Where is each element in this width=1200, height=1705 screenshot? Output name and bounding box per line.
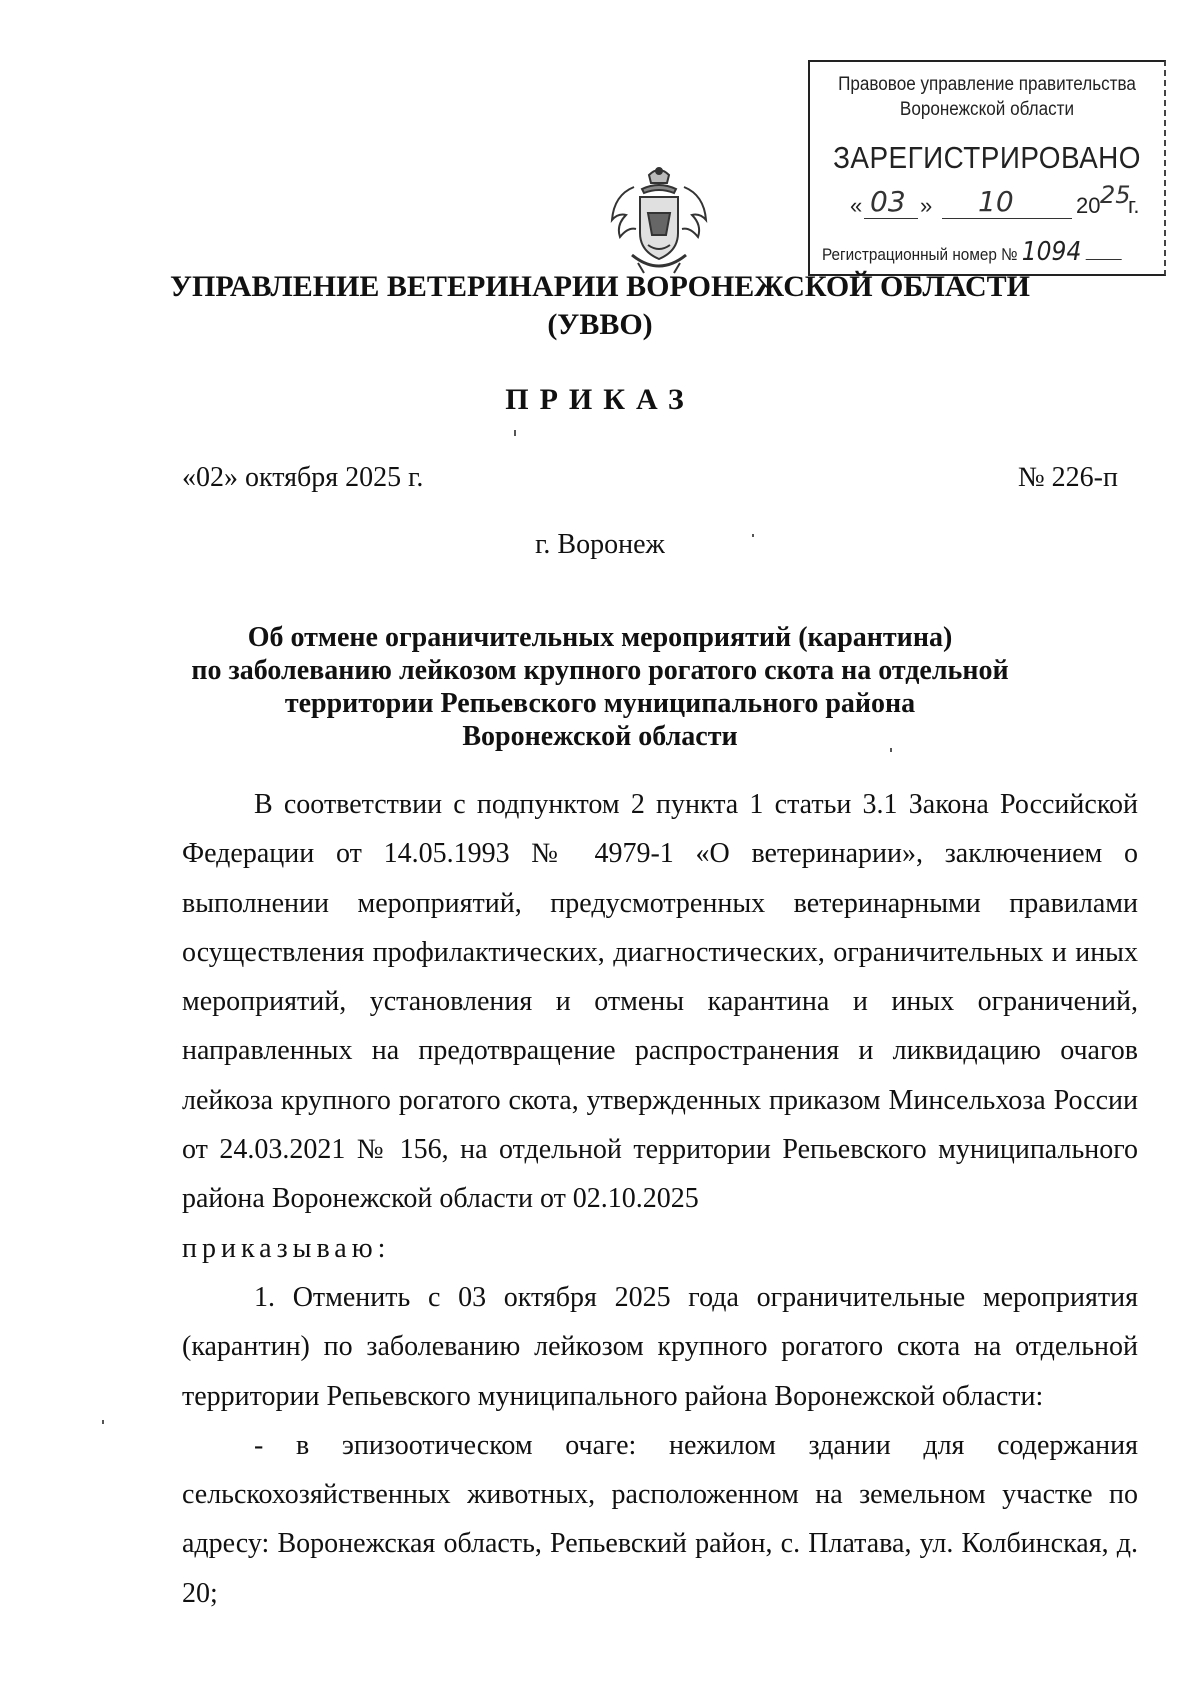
stamp-reg-label: Регистрационный номер № — [822, 245, 1018, 264]
stamp-registered: ЗАРЕГИСТРИРОВАНО — [833, 140, 1141, 175]
document-city: г. Воронеж — [535, 529, 665, 560]
stamp-date-close-quote: » — [920, 193, 933, 218]
document-date: «02» октября 2025 г. — [182, 462, 424, 493]
document-body — [182, 780, 1138, 1618]
stamp-reg-number: 1094 — [1021, 237, 1082, 267]
order-word: приказываю: — [182, 1232, 391, 1264]
stamp-department: Правовое управление правительства Воронежской области — [838, 74, 1136, 120]
org-line-2: (УВВО) — [547, 308, 653, 341]
document-number: № 226-п — [1017, 462, 1118, 493]
bullet-1-paragraph: - в эпизоотическом очаге: нежилом здании для содержания сельскохозяйственных животных, расположенном на земельном участке по адресу: Воронежская область, Репьевский район, с. Платава, ул. Колбинская, д. 20; — [182, 1429, 1138, 1609]
stamp-date-month: 10 — [978, 185, 1014, 218]
stamp-date-year-suffix: 25 — [1100, 181, 1131, 209]
stamp-date-year-prefix: 20 — [1076, 193, 1101, 218]
document-type: ПРИКАЗ — [505, 383, 695, 416]
stamp-date — [850, 181, 1150, 223]
subject-line-4: Воронежской области — [462, 721, 738, 752]
subject-line-3: территории Репьевского муниципального района — [284, 688, 916, 719]
subject-line-2: по заболеванию лейкозом крупного рогатого скота на отдельной — [191, 655, 1009, 686]
preamble-paragraph: В соответствии с подпунктом 2 пункта 1 статьи 3.1 Закона Российской Федерации от 14.05.1993 № 4979-1 «О ветеринарии», заключением о выполнении мероприятий, предусмотренных ветеринарными правилами осуществления профилактических, диагностических, ограничительных и иных мероприятий, установления и отмены карантина и иных ограничений, направленных на предотвращение распространения и ликвидацию очагов лейкоза крупного рогатого скота, утвержденных приказом Минсельхоза России от 24.03.2021 № 156, на отдельной территории Репьевского муниципального района Воронежской области от 02.10.2025 — [182, 789, 1138, 1215]
organization-name — [0, 268, 1200, 344]
stamp-reg-line — [822, 237, 1122, 267]
coat-of-arms-icon — [604, 165, 714, 280]
item-1-paragraph: 1. Отменить с 03 октября 2025 года ограничительные мероприятия (карантин) по заболеванию лейкозом крупного рогатого скота на отдельной территории Репьевского муниципального района Воронежской области: — [182, 1281, 1138, 1412]
subject-line-1: Об отмене ограничительных мероприятий (карантина) — [247, 622, 953, 653]
registration-stamp — [808, 60, 1166, 276]
stamp-date-day: 03 — [870, 185, 906, 218]
stamp-date-open-quote: « — [850, 193, 863, 218]
org-line-1: УПРАВЛЕНИЕ ВЕТЕРИНАРИИ ВОРОНЕЖСКОЙ ОБЛАСТИ — [170, 270, 1030, 303]
document-subject — [0, 621, 1200, 753]
stamp-date-year-unit: г. — [1128, 193, 1140, 218]
